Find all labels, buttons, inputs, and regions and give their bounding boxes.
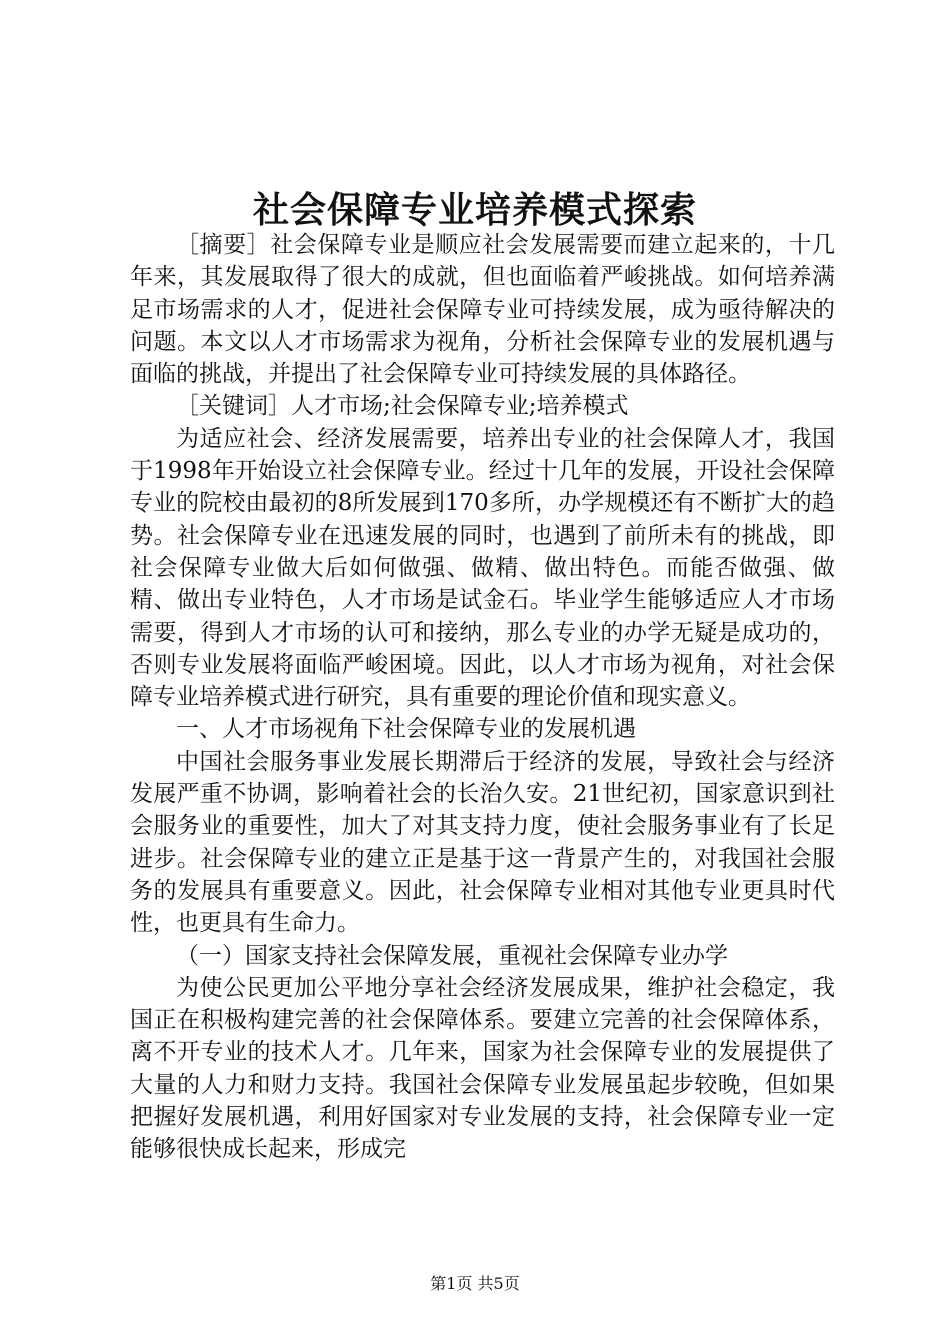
- body-paragraph: 为使公民更加公平地分享社会经济发展成果，维护社会稳定，我国正在积极构建完善的社会保障体系。要建立完善的社会保障体系，离不开专业的技术人才。几年来，国家为社会保障专业的发展提供了大量的人力和财力支持。我国社会保障专业发展虽起步较晚，但如果把握好发展机遇，利用好国家对专业发展的支持，社会保障专业一定能够很快成长起来，形成完: [130, 974, 835, 1163]
- section-heading: 一、人才市场视角下社会保障专业的发展机遇: [176, 716, 636, 743]
- subsection-heading: （一）国家支持社会保障发展，重视社会保障专业办学: [176, 942, 728, 969]
- document-body: [130, 229, 835, 1166]
- body-paragraph: 为适应社会、经济发展需要，培养出专业的社会保障人才，我国于1998年开始设立社会保障专业。经过十几年的发展，开设社会保障专业的院校由最初的8所发展到170多所，办学规模还有不断扩大的趋势。社会保障专业在迅速发展的同时，也遇到了前所未有的挑战，即社会保障专业做大后如何做强、做精、做出特色。而能否做强、做精、做出专业特色，人才市场是试金石。毕业学生能够适应人才市场需要，得到人才市场的认可和接纳，那么专业的办学无疑是成功的，否则专业发展将面临严峻困境。因此，以人才市场为视角，对社会保障专业培养模式进行研究，具有重要的理论价值和现实意义。: [130, 425, 835, 711]
- body-paragraph: 中国社会服务事业发展长期滞后于经济的发展，导致社会与经济发展严重不协调，影响着社会的长治久安。21世纪初，国家意识到社会服务业的重要性，加大了对其支持力度，使社会服务事业有了长足进步。社会保障专业的建立正是基于这一背景产生的，对我国社会服务的发展具有重要意义。因此，社会保障专业相对其他专业更具时代性，也更具有生命力。: [130, 748, 835, 937]
- page-footer: 第1页 共5页: [430, 1274, 520, 1293]
- abstract-paragraph: ［摘要］社会保障专业是顺应社会发展需要而建立起来的，十几年来，其发展取得了很大的成就，但也面临着严峻挑战。如何培养满足市场需求的人才，促进社会保障专业可持续发展，成为亟待解决的问题。本文以人才市场需求为视角，分析社会保障专业的发展机遇与面临的挑战，并提出了社会保障专业可持续发展的具体路径。: [130, 232, 835, 388]
- keywords-paragraph: ［关键词］人才市场;社会保障专业;培养模式: [176, 393, 629, 420]
- document-title: 社会保障专业培养模式探索: [252, 189, 697, 231]
